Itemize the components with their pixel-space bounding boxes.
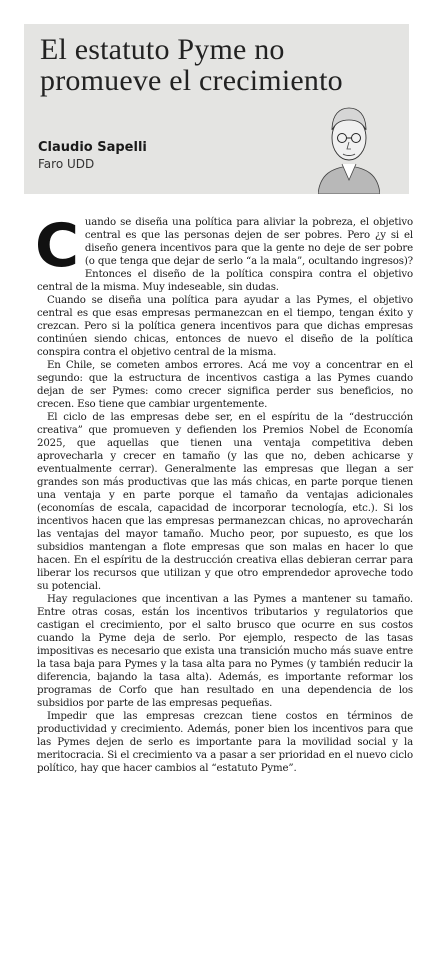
author-affiliation: Faro UDD [38,157,95,171]
article-body [35,211,413,775]
paragraph-1-text: uando se diseña una política para aliviar la pobreza, el objetivo central es que las personas dejen de ser pobres. Pero ¿y si el diseño genera incentivos para que la gente no deje de ser pobre (o que tenga que dejar de serlo “a la mala”, ocultando ingresos)? Entonces el diseño de la política conspira contra el objetivo central de la misma. Muy indeseable, sin dudas. [37,217,413,293]
author-name: Claudio Sapelli [38,140,147,155]
title-line-1: El estatuto Pyme no [40,33,285,66]
paragraph-5: Hay regulaciones que incentivan a las Pymes a mantener su tamaño. Entre otras cosas, están los incentivos tributarios y regulatorios que castigan el crecimiento, por el salto brusco que ocurre en sus costos cuando la Pyme deja de serlo. Por ejemplo, respecto de las tasas impositivas es necesario que exista una transición mucho más suave entre la tasa baja para Pymes y la tasa alta para no Pymes (y también reducir la diferencia, bajando la tasa alta). Además, es importante reformar los programas de Corfo que han resultado en una dependencia de los subsidios por parte de las empresas pequeñas. [37,594,413,709]
paragraph-1 [35,211,413,294]
paragraph-6: Impedir que las empresas crezcan tiene costos en términos de productividad y crecimiento. Además, poner bien los incentivos para que las Pymes dejen de serlo es importante para la movilidad social y la meritocracia. Si el crecimiento va a pasar a ser prioridad en el nuevo ciclo político, hay que hacer cambios al “estatuto Pyme”. [37,711,413,774]
paragraph-2: Cuando se diseña una política para ayudar a las Pymes, el objetivo central es que esas empresas permanezcan en el tiempo, tengan éxito y crezcan. Pero si la política genera incentivos para que dichas empresas continúen siendo chicas, entonces de nuevo el diseño de la política conspira contra el objetivo central de la misma. [37,295,413,358]
drop-cap: C [35,211,79,281]
author-portrait [318,100,380,194]
article-title [40,34,400,96]
title-line-2: promueve el crecimiento [40,64,343,97]
paragraph-4: El ciclo de las empresas debe ser, en el espíritu de la “destrucción creativa” que promueven y defienden los Premios Nobel de Economía 2025, que aquellas que tienen una ventaja competitiva deben aprovecharla y crecer en tamaño (y las que no, deben achicarse y eventualmente cerrar). Generalmente las empresas que llegan a ser grandes son más productivas que las más chicas, en parte porque tienen una ventaja y en parte porque el tamaño da ventajas adicionales (economías de escala, capacidad de incorporar tecnología, etc.). Si los incentivos hacen que las empresas permanezcan chicas, no aprovecharán las ventajas del mayor tamaño. Mucho peor, por supuesto, es que los subsidios mantengan a flote empresas que son malas en hacer lo que hacen. En el espíritu de la destrucción creativa ellas debieran cerrar para liberar los recursos que utilizan y que otro emprendedor aproveche todo su potencial. [37,412,413,592]
paragraph-3: En Chile, se cometen ambos errores. Acá me voy a concentrar en el segundo: que la estructura de incentivos castiga a las Pymes cuando dejan de ser Pymes: como crecer significa perder sus beneficios, no crecen. Eso tiene que cambiar urgentemente. [37,360,413,410]
